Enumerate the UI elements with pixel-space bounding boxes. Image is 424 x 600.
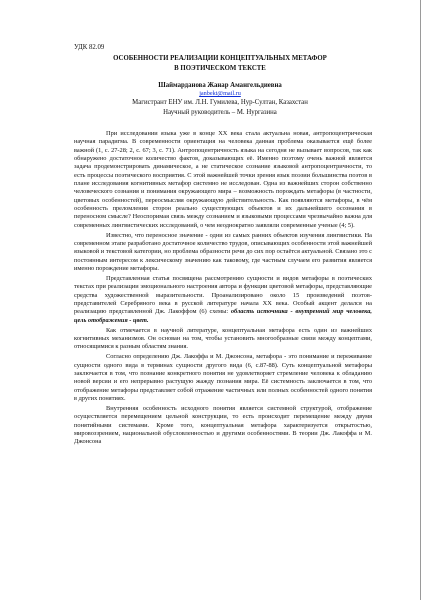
paragraph-1: При исследовании языка уже в конце XX века стала актуальна новая, антропоцентрическая научная парадигма. В современности ориентация на человека данная проблема оказывается ещё более важной (1, с. 27-28; 2, с. 67; 3, с. 71). Антропоцентричность языка на сегодня не вызывает вопросов, так как обнаружено достаточное количество фактов, доказывающих её. Именно поэтому очень важной является задача продемонстрировать динамическое, а не статическое сознание языковой антропоцентричности, то есть процессы поэтического восприятия. С этой важнейшей точки зрения язык поэзии большинства поэтов в плане исследования когнитивных метафор системно не исследован. Одна из важнейших сторон собственно человеческого сознания и понимания окружающего мира – возможность порождать метафоры (в частности, цветовых особенностей), переосмысляя окружающую действительность. Как появляются метафоры, в чём особенность преломления сторон реально существующих объектов и их дальнейшего осознания в переносном смысле? Неоспоримая связь между сознанием и языковыми процессами чрезвычайно важна для современных лингвистических исследований, о чем неоднократно заявляли современные ученые (4; 5). bbox=[74, 130, 372, 229]
affiliation: Магистрант ЕНУ им. Л.Н. Гумилева, Нур-Султан, Казахстан bbox=[132, 99, 308, 106]
paragraph-4: Как отмечается в научной литературе, концептуальная метафора есть один из важнейших когнитивных механизмов. Он основан на том, чтобы установить многообразные связи между концептами, относящимися к разным областям знания. bbox=[74, 326, 372, 351]
paragraph-3-text: Представленная статья посвящена рассмотрению сущности и видов метафоры в поэтических текстах при реализации эмоционального настроения автора и функции цветовой метафоры, представляющие средства художественной выразительности. Проанализировано около 15 произведений поэтов-представителей Серебряного века в русской литературе начала XX века. Особый акцент делался на реализацию представленной Дж. Лакоффом (6) схемы: bbox=[74, 275, 372, 316]
paragraph-2: Известно, что переносное значение - одни из самых ранних объектов изучения лингвистики. На современном этапе разработано достаточное количество трудов, описывающих особенности этой важнейшей языковой и текстовой категории, но проблема образности речи до сих пор остаётся актуальной. Связано это с постоянным интересом к лексическому значению как таковому, где частным случаем его развития является именно порождение метафоры. bbox=[74, 231, 372, 273]
article-title bbox=[70, 54, 370, 73]
supervisor: Научный руководитель – М. Нургазина bbox=[163, 108, 277, 116]
paragraph-5: Согласно определению Дж. Лакоффа и М. Джонсона, метафора - это понимание и переживание сущности одного вида в терминах сущности другого вида (6, с.87-88). Суть концептуальной метафоры заключается в том, что познание конкретного понятия не удовлетворяет стремление человека к обладанию новой версии и его непрерывно растущую жажду познания мира. Её системность заключается в том, что отображение метафоры представляет собой отражение частичных или полных особенностей одного понятия в других понятиях. bbox=[74, 353, 372, 403]
author-name: Шаймарданова Жанар Амангельдиевна bbox=[158, 82, 282, 89]
udk-code: УДК 82.09 bbox=[74, 44, 105, 51]
author-affiliation-block bbox=[70, 98, 370, 117]
paragraph-6: Внутренняя особенность исходного понятия является системной структурой, отображение осуществляется перемещением цельной конструкции, то есть происходит перемещение между двумя понятийными системами. Кроме того, концептуальная метафора характеризуется открытостью, мировоззрением, национальной обусловленностью и другими особенностями. В теории Дж. Лакоффа и М. Джонсона bbox=[74, 404, 372, 446]
page-edge bbox=[420, 0, 421, 600]
title-line-2: В ПОЭТИЧЕСКОМ ТЕКСТЕ bbox=[174, 64, 266, 72]
title-line-1: ОСОБЕННОСТИ РЕАЛИЗАЦИИ КОНЦЕПТУАЛЬНЫХ МЕТАФОР bbox=[113, 55, 327, 62]
article-body bbox=[74, 130, 372, 448]
schema-emphasis: область источника - внутренний мир человека, цель отображения - цвет. bbox=[74, 308, 372, 324]
author-email[interactable]: janbekt@mail.ru bbox=[199, 90, 241, 97]
paragraph-3 bbox=[74, 275, 372, 325]
